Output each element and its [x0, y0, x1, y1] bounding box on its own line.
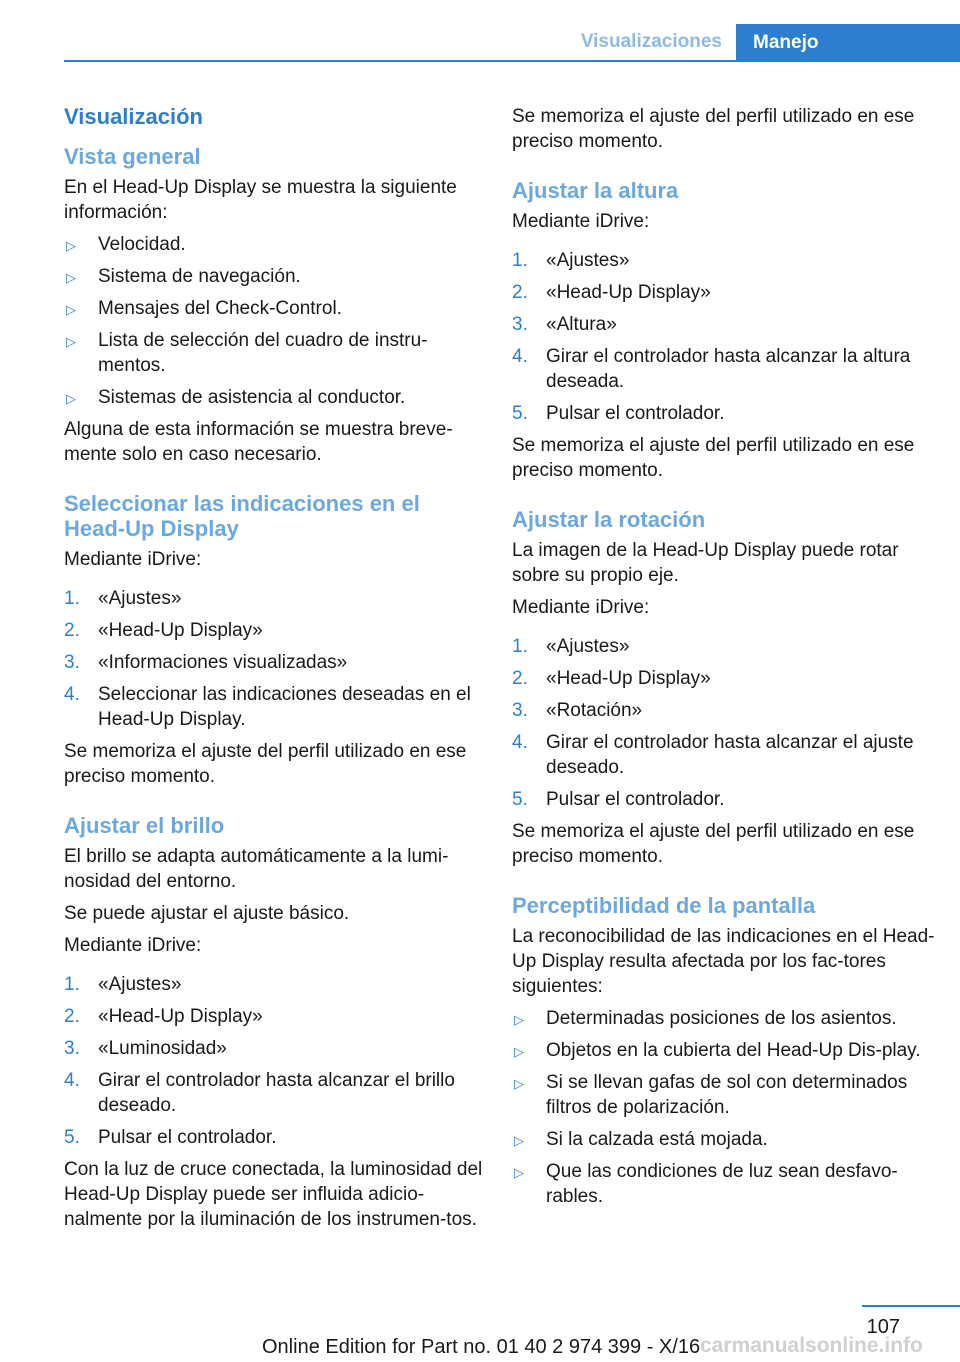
- list-item: 1. «Ajustes»: [64, 974, 182, 995]
- select-intro: Mediante iDrive:: [64, 549, 202, 570]
- page-number: 107: [866, 1316, 900, 1338]
- height-intro: Mediante iDrive:: [512, 211, 650, 232]
- height-steps: [512, 248, 937, 426]
- top-note: Se memoriza el ajuste del perfil utilizado en ese preciso momento.: [512, 106, 915, 152]
- footer-rule: [862, 1305, 960, 1307]
- triangle-right-icon: ▷: [514, 1044, 524, 1059]
- list-item: 2. «Head-Up Display»: [64, 620, 263, 641]
- watermark: carmanualsonline.info: [700, 1334, 923, 1357]
- list-item: 4. Seleccionar las indicaciones deseadas en el Head-Up Display.: [64, 684, 471, 730]
- list-item: 3. «Altura»: [512, 314, 617, 335]
- visibility-heading: Perceptibilidad de la pantalla: [512, 893, 816, 918]
- brightness-steps: [64, 972, 484, 1150]
- list-item: 3. «Rotación»: [512, 700, 643, 721]
- list-item: ▷ Mensajes del Check-Control.: [64, 296, 484, 321]
- triangle-right-icon: ▷: [66, 391, 76, 406]
- triangle-right-icon: ▷: [66, 334, 76, 349]
- triangle-right-icon: ▷: [66, 270, 76, 285]
- header-chapter-tab: Manejo: [736, 24, 960, 62]
- list-item: ▷ Lista de selección del cuadro de instru-mentos.: [66, 330, 428, 376]
- list-item: ▷ Velocidad.: [64, 232, 484, 257]
- list-item: 5. Pulsar el controlador.: [512, 789, 725, 810]
- list-item: ▷ Determinadas posiciones de los asientos.: [512, 1006, 937, 1031]
- list-item: 1. «Ajustes»: [512, 636, 630, 657]
- visibility-intro: La reconocibilidad de las indicaciones en el Head-Up Display resulta afectada por los fac-tores siguientes:: [512, 926, 935, 997]
- list-item: 5. Pulsar el controlador.: [64, 1127, 277, 1148]
- list-item: 2. «Head-Up Display»: [512, 282, 711, 303]
- page-title: Visualización: [64, 104, 203, 129]
- header-rule: [64, 60, 960, 62]
- overview-list: [64, 232, 484, 410]
- list-item: ▷ Que las condiciones de luz sean desfavo-rables.: [514, 1161, 898, 1207]
- list-item: ▷ Objetos en la cubierta del Head-Up Dis-play.: [512, 1038, 937, 1063]
- list-item: ▷ Si la calzada está mojada.: [512, 1127, 937, 1152]
- brightness-note: Con la luz de cruce conectada, la luminosidad del Head-Up Display puede ser influida adicio-nalmente por la iluminación de los instrumen-tos.: [64, 1159, 483, 1230]
- select-steps: [64, 586, 484, 732]
- overview-intro: En el Head-Up Display se muestra la siguiente información:: [64, 177, 457, 223]
- header-section-title: Visualizaciones: [580, 31, 722, 52]
- footer-edition: Online Edition for Part no. 01 40 2 974 399 - X/16: [262, 1336, 701, 1358]
- list-item: 4. Girar el controlador hasta alcanzar la altura deseada.: [512, 346, 911, 392]
- list-item: ▷ Si se llevan gafas de sol con determinados filtros de polarización.: [514, 1072, 908, 1118]
- rotation-heading: Ajustar la rotación: [512, 507, 706, 532]
- select-heading: Seleccionar las indicaciones en el Head-Up Display: [64, 491, 420, 541]
- triangle-right-icon: ▷: [514, 1165, 524, 1180]
- overview-heading: Vista general: [64, 144, 201, 169]
- triangle-right-icon: ▷: [514, 1012, 524, 1027]
- list-item: ▷ Sistema de navegación.: [64, 264, 484, 289]
- list-item: 5. Pulsar el controlador.: [512, 403, 725, 424]
- brightness-paragraph: El brillo se adapta automáticamente a la lumi-nosidad del entorno.: [64, 846, 449, 892]
- height-heading: Ajustar la altura: [512, 178, 679, 203]
- rotation-steps: [512, 634, 937, 812]
- select-note: Se memoriza el ajuste del perfil utilizado en ese preciso momento.: [64, 741, 467, 787]
- triangle-right-icon: ▷: [514, 1133, 524, 1148]
- list-item: 4. Girar el controlador hasta alcanzar el ajuste deseado.: [512, 732, 914, 778]
- rotation-note: Se memoriza el ajuste del perfil utilizado en ese preciso momento.: [512, 821, 915, 867]
- list-item: 3. «Informaciones visualizadas»: [64, 652, 348, 673]
- list-item: 2. «Head-Up Display»: [64, 1006, 263, 1027]
- brightness-heading: Ajustar el brillo: [64, 813, 225, 838]
- visibility-list: [512, 1006, 937, 1209]
- list-item: ▷ Sistemas de asistencia al conductor.: [64, 385, 484, 410]
- list-item: 1. «Ajustes»: [512, 250, 630, 271]
- rotation-paragraph: La imagen de la Head-Up Display puede rotar sobre su propio eje.: [512, 540, 899, 586]
- list-item: 2. «Head-Up Display»: [512, 668, 711, 689]
- rotation-intro: Mediante iDrive:: [512, 597, 650, 618]
- right-column: [512, 104, 937, 1209]
- triangle-right-icon: ▷: [514, 1076, 524, 1091]
- list-item: 3. «Luminosidad»: [64, 1038, 227, 1059]
- overview-note: Alguna de esta información se muestra breve-mente solo en caso necesario.: [64, 419, 453, 465]
- brightness-intro: Mediante iDrive:: [64, 935, 202, 956]
- triangle-right-icon: ▷: [66, 302, 76, 317]
- height-note: Se memoriza el ajuste del perfil utilizado en ese preciso momento.: [512, 435, 915, 481]
- list-item: 1. «Ajustes»: [64, 588, 182, 609]
- triangle-right-icon: ▷: [66, 238, 76, 253]
- left-column: [64, 100, 484, 1232]
- brightness-paragraph: Se puede ajustar el ajuste básico.: [64, 903, 350, 924]
- list-item: 4. Girar el controlador hasta alcanzar el brillo deseado.: [64, 1070, 455, 1116]
